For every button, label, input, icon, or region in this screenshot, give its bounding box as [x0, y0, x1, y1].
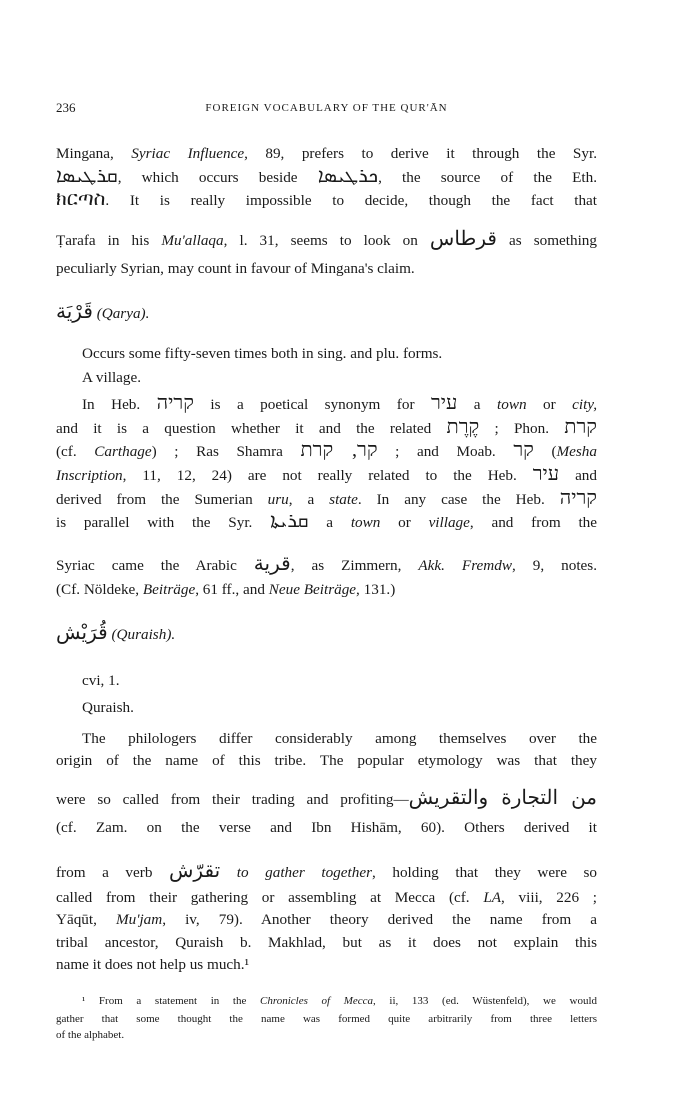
text-run: , iv, 79). Another theory derived the name from a [162, 911, 597, 928]
text-run: In Heb. [82, 396, 157, 413]
running-title: FOREIGN VOCABULARY OF THE QUR'ĀN [205, 102, 448, 114]
non-latin-word: קר, קרת [300, 439, 378, 461]
text-run: tribal ancestor, Quraish b. Makhlad, but as it does not explain this [56, 934, 597, 951]
non-latin-word: קרת [564, 416, 598, 438]
text-line [56, 144, 597, 164]
non-latin-word: קריה [156, 392, 194, 414]
text-run: Quraish. [82, 699, 134, 716]
text-line [82, 344, 623, 364]
text-run: Yāqūt, [56, 911, 116, 928]
non-latin-word: עיר [430, 392, 458, 414]
text-line [56, 623, 597, 645]
text-run: , 11, 12, 24) are not really related to the Heb. [122, 467, 533, 484]
italic-text: town [497, 396, 527, 413]
italic-text: Mesha [556, 443, 597, 460]
text-run: and [559, 467, 597, 484]
text-line [56, 302, 597, 324]
text-run: ; and Moab. [377, 443, 514, 460]
italic-text: village [428, 514, 470, 531]
non-latin-word: تقرّش [169, 860, 221, 882]
italic-text: (Quraish). [111, 626, 176, 643]
text-run: Occurs some fifty-seven times both in sing. and plu. forms. [82, 345, 443, 362]
text-run: (cf. [56, 443, 95, 460]
footnote-line [82, 994, 597, 1008]
text-line [56, 417, 597, 439]
text-run: gather that some thought the name was formed quite arbitrarily from three letters [56, 1013, 597, 1025]
text-run: , holding that they were so [371, 864, 598, 881]
text-run: . In any case the Heb. [357, 491, 560, 508]
text-line [56, 488, 597, 510]
non-latin-word: ܟܪܛܝܣܐ [317, 165, 379, 187]
text-run: peculiarly Syrian, may count in favour of Mingana's claim. [56, 260, 415, 277]
non-latin-word: ክርጣስ [56, 188, 106, 210]
text-run: , 61 ff., and [195, 581, 269, 598]
text-run: as something [496, 232, 597, 249]
text-line [82, 671, 623, 691]
non-latin-word: עיר [532, 463, 560, 485]
text-run: , which occurs beside [117, 169, 318, 186]
text-line [56, 861, 597, 883]
text-line [56, 554, 597, 576]
text-run: derived from the Sumerian [56, 491, 268, 508]
text-line [56, 888, 597, 908]
text-line [82, 729, 597, 749]
text-run: a [308, 514, 351, 531]
non-latin-word: קר [513, 439, 534, 461]
non-latin-word: ܩܪܝܬܐ [270, 510, 309, 532]
text-run: The philologers differ considerably among themselves over the [82, 730, 597, 747]
text-line [56, 788, 597, 810]
footnote-line [56, 1028, 597, 1042]
italic-text: Mu'jam [115, 911, 163, 928]
text-run: were so called from their trading and profiting— [56, 791, 409, 808]
non-latin-word: קֶרֶת [446, 416, 480, 438]
text-run: , a [288, 491, 330, 508]
italic-text: Neue Beiträge [268, 581, 357, 598]
italic-text: Syriac Influence [131, 145, 245, 162]
text-line [56, 229, 597, 251]
text-line [56, 580, 597, 600]
italic-text: Inscription [56, 467, 123, 484]
text-run: and it is a question whether it and the related [56, 420, 447, 437]
text-run: of the alphabet. [56, 1029, 125, 1041]
text-line [56, 259, 597, 279]
text-line [82, 368, 623, 388]
italic-text: Beiträge [142, 581, 196, 598]
text-line [56, 933, 597, 953]
text-line [56, 189, 597, 211]
text-run: Mingana, [56, 145, 132, 162]
text-run: (Cf. Nöldeke, [56, 581, 143, 598]
text-line [82, 698, 623, 718]
text-run: , ii, 133 (ed. Wüstenfeld), we would [373, 995, 597, 1007]
text-run: Ṭarafa in his [56, 232, 162, 249]
text-run: is parallel with the Syr. [56, 514, 271, 531]
text-line [56, 955, 597, 975]
non-latin-word: ܩܪܛܝܣܐ [56, 165, 118, 187]
italic-text: to gather together [236, 864, 372, 881]
italic-text: LA [483, 889, 502, 906]
text-line [56, 910, 597, 930]
text-run: , l. 31, seems to look on [223, 232, 430, 249]
text-run: A village. [82, 369, 142, 386]
italic-text: Chronicles of Mecca [260, 995, 374, 1007]
text-run: cvi, 1. [82, 672, 120, 689]
text-line [82, 393, 597, 415]
italic-text: city, [572, 396, 597, 413]
footnote-line [56, 1012, 597, 1026]
non-latin-word: قَرْيَة [56, 301, 93, 323]
text-line [56, 440, 597, 462]
text-run [220, 864, 237, 881]
text-run: name it does not help us much.¹ [56, 956, 250, 973]
italic-text: uru [267, 491, 289, 508]
page-number: 236 [56, 100, 76, 115]
text-run: , viii, 226 ; [501, 889, 597, 906]
italic-text: Akk. Fremdw [418, 557, 512, 574]
text-run: Syriac came the Arabic [56, 557, 254, 574]
text-run: ) ; Ras Shamra [151, 443, 301, 460]
text-run: ( [533, 443, 557, 460]
text-line [56, 511, 597, 533]
text-run: , 131.) [356, 581, 396, 598]
text-run: , and from the [469, 514, 597, 531]
italic-text: Carthage [94, 443, 152, 460]
text-line [56, 166, 597, 188]
text-run: a [457, 396, 497, 413]
text-run: is a poetical synonym for [193, 396, 431, 413]
italic-text: town [350, 514, 381, 531]
italic-text: (Qarya). [96, 305, 150, 322]
text-run: , the source of the Eth. [378, 169, 597, 186]
text-run: or [380, 514, 429, 531]
text-line [56, 751, 597, 771]
text-line [56, 464, 597, 486]
text-run: , 89, prefers to derive it through the Syr. [244, 145, 597, 162]
italic-text: Mu'allaqa [161, 232, 224, 249]
text-run: ; Phon. [479, 420, 565, 437]
text-run: or [526, 396, 573, 413]
non-latin-word: קריה [559, 487, 597, 509]
non-latin-word: قرية [253, 553, 291, 575]
non-latin-word: قرطاس [429, 228, 497, 250]
text-run: called from their gathering or assembling at Mecca (cf. [56, 889, 484, 906]
text-run: ¹ From a statement in the [82, 995, 260, 1007]
non-latin-word: قُرَيْش [56, 622, 108, 644]
text-run: , as Zimmern, [290, 557, 419, 574]
text-run: from a verb [56, 864, 169, 881]
italic-text: state [329, 491, 358, 508]
text-line [56, 818, 597, 838]
non-latin-word: من التجارة والتقريش [408, 787, 598, 809]
text-run: . It is really impossible to decide, though the fact that [105, 192, 597, 209]
text-run: origin of the name of this tribe. The popular etymology was that they [56, 752, 597, 769]
text-run: , 9, notes. [511, 557, 597, 574]
text-run: (cf. Zam. on the verse and Ibn Hishām, 60). Others derived it [56, 819, 597, 836]
